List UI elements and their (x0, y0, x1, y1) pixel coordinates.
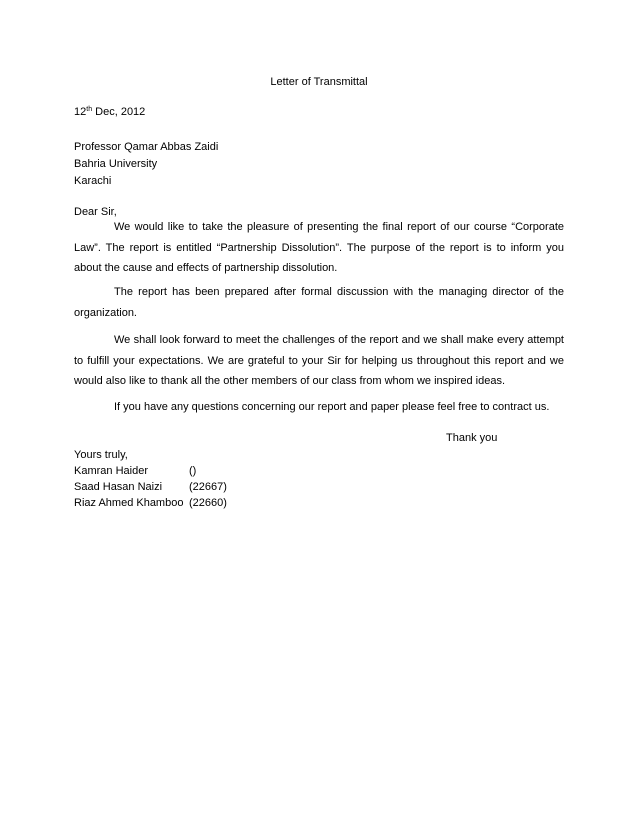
signatory-id: (22660) (189, 497, 227, 509)
closing-thanks: Thank you (446, 432, 498, 444)
paragraph-text: The report has been prepared after formal discussion with the managing director of the organization. (74, 286, 564, 319)
body-paragraph-3 (74, 330, 564, 392)
paragraph-text: If you have any questions concerning our report and paper please feel free to contract us. (114, 401, 550, 413)
paragraph-text: We would like to take the pleasure of presenting the final report of our course “Corporate Law”. The report is entitled “Partnership Dissolution”. The purpose of the report is to inform you about the cause and effects of partnership dissolution. (74, 221, 564, 274)
date-rest: Dec, 2012 (92, 106, 146, 118)
date-day: 12 (74, 106, 87, 118)
paragraph-text: We shall look forward to meet the challenges of the report and we shall make every attempt to fulfill your expectations. We are grateful to your Sir for helping us throughout this report and we would also like to thank all the other members of our class from whom we inspired ideas. (74, 334, 564, 387)
recipient-name: Professor Qamar Abbas Zaidi (74, 141, 219, 153)
signoff: Yours truly, (74, 449, 128, 461)
date-suffix: th (86, 106, 93, 113)
recipient-institution: Bahria University (74, 158, 158, 170)
signatory-name: Saad Hasan Naizi (74, 481, 163, 493)
signatory-id: (22667) (189, 481, 227, 493)
salutation: Dear Sir, (74, 206, 117, 218)
recipient-city: Karachi (74, 175, 112, 187)
letter-date (74, 104, 145, 120)
signatory-name: Kamran Haider (74, 465, 148, 477)
letter-title: Letter of Transmittal (270, 76, 368, 88)
body-paragraph-2 (74, 282, 564, 323)
signatory-name: Riaz Ahmed Khamboo (74, 497, 184, 509)
signatory-id: () (189, 465, 197, 477)
body-paragraph-4 (74, 397, 564, 418)
body-paragraph-1 (74, 217, 564, 279)
